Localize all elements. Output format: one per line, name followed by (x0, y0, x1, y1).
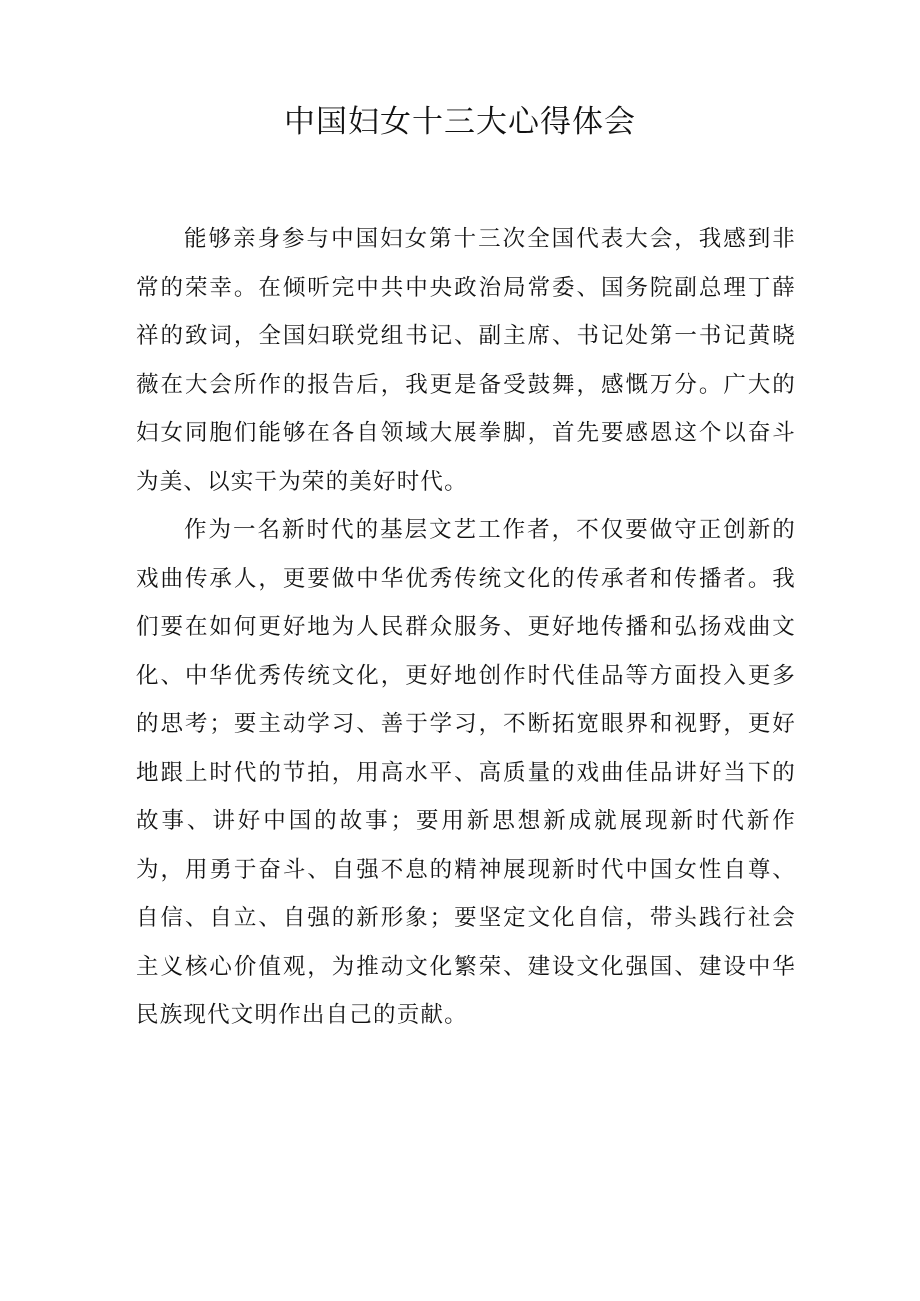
document-body (136, 215, 796, 1040)
paragraph-1: 能够亲身参与中国妇女第十三次全国代表大会，我感到非常的荣幸。在倾听完中共中央政治局常委、国务院副总理丁薛祥的致词，全国妇联党组书记、副主席、书记处第一书记黄晓薇在大会所作的报告后，我更是备受鼓舞，感慨万分。广大的妇女同胞们能够在各自领域大展拳脚，首先要感恩这个以奋斗为美、以实干为荣的美好时代。 (136, 226, 796, 495)
page-title: 中国妇女十三大心得体会 (284, 104, 636, 140)
paragraph-2: 作为一名新时代的基层文艺工作者，不仅要做守正创新的戏曲传承人，更要做中华优秀传统文化的传承者和传播者。我们要在如何更好地为人民群众服务、更好地传播和弘扬戏曲文化、中华优秀传统文化，更好地创作时代佳品等方面投入更多的思考；要主动学习、善于学习，不断拓宽眼界和视野，更好地跟上时代的节拍，用高水平、高质量的戏曲佳品讲好当下的故事、讲好中国的故事；要用新思想新成就展现新时代新作为，用勇于奋斗、自强不息的精神展现新时代中国女性自尊、自信、自立、自强的新形象；要坚定文化自信，带头践行社会主义核心价值观，为推动文化繁荣、建设文化强国、建设中华民族现代文明作出自己的贡献。 (136, 517, 796, 1028)
